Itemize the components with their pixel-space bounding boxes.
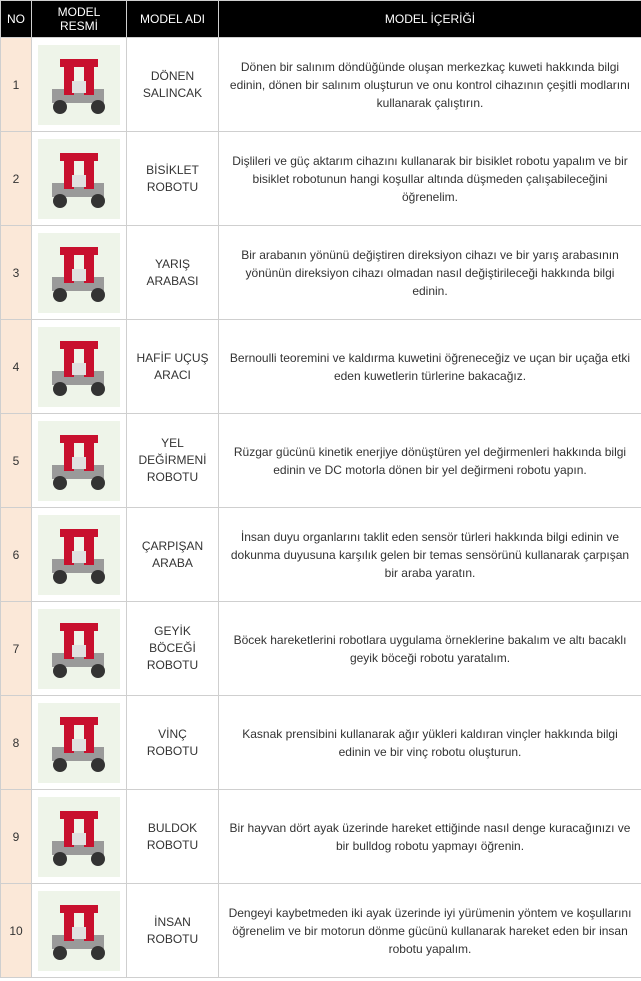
model-name: HAFİF UÇUŞ ARACI (127, 320, 219, 414)
model-image-cell (32, 132, 127, 226)
model-photo (38, 327, 120, 407)
table-row (1, 132, 641, 226)
model-name: YARIŞ ARABASI (127, 226, 219, 320)
table-row (1, 602, 641, 696)
model-photo (38, 421, 120, 501)
model-description: Bernoulli teoremini ve kaldırma kuwetini öğreneceğiz ve uçan bir uçağa etki eden kuwetlerin türlerine bakacağız. (219, 320, 641, 414)
table-row (1, 226, 641, 320)
model-image-cell (32, 508, 127, 602)
header-no: NO (1, 1, 32, 38)
model-image-cell (32, 38, 127, 132)
model-name: VİNÇ ROBOTU (127, 696, 219, 790)
bulldog-robot-icon (38, 797, 120, 877)
model-image-cell (32, 884, 127, 978)
model-description: İnsan duyu organlarını taklit eden sensör türleri hakkında bilgi edinin ve dokunma duyusuna karşılık gelen bir temas sensörünü kullanarak çarpışan bir araba yaratın. (219, 508, 641, 602)
row-number: 1 (1, 38, 32, 132)
model-description: Rüzgar gücünü kinetik enerjiye dönüştüren yel değirmenleri hakkında bilgi edinin ve DC motorla dönen bir yel değirmeni robotu yapın. (219, 414, 641, 508)
light-aircraft-robot-icon (38, 327, 120, 407)
model-name: YEL DEĞİRMENİ ROBOTU (127, 414, 219, 508)
header-name: MODEL ADI (127, 1, 219, 38)
race-car-robot-icon (38, 233, 120, 313)
rotating-swing-robot-icon (38, 45, 120, 125)
model-photo (38, 797, 120, 877)
crane-robot-icon (38, 703, 120, 783)
windmill-robot-icon (38, 421, 120, 501)
model-photo (38, 609, 120, 689)
header-image (32, 1, 127, 38)
model-image-cell (32, 226, 127, 320)
table-row (1, 320, 641, 414)
model-photo (38, 703, 120, 783)
model-image-cell (32, 414, 127, 508)
model-description: Kasnak prensibini kullanarak ağır yükleri kaldıran vinçler hakkında bilgi edinin ve bir vinç robotu oluşturun. (219, 696, 641, 790)
table-row (1, 414, 641, 508)
model-photo (38, 45, 120, 125)
model-description: Dişlileri ve güç aktarım cihazını kullanarak bir bisiklet robotu yapalım ve bir bisiklet robotunun hangi koşullar altında düşmeden çalışabileceğini öğrenelim. (219, 132, 641, 226)
bumper-car-robot-icon (38, 515, 120, 595)
model-photo (38, 139, 120, 219)
humanoid-robot-icon (38, 891, 120, 971)
table-row (1, 790, 641, 884)
row-number: 9 (1, 790, 32, 884)
model-name: BULDOK ROBOTU (127, 790, 219, 884)
model-photo (38, 233, 120, 313)
table-row (1, 696, 641, 790)
model-name: ÇARPIŞAN ARABA (127, 508, 219, 602)
model-description: Bir arabanın yönünü değiştiren direksiyon cihazı ve bir yarış arabasının yönünün direksiyon cihazı olmadan nasıl değiştirileceği hakkında bilgi edinin. (219, 226, 641, 320)
model-image-cell (32, 602, 127, 696)
model-photo (38, 891, 120, 971)
model-description: Dönen bir salınım döndüğünde oluşan merkezkaç kuweti hakkında bilgi edinin, dönen bir salınım oluşturun ve onu kontrol cihazının çeşitli modlarını kullanarak çalıştırın. (219, 38, 641, 132)
model-name: DÖNEN SALINCAK (127, 38, 219, 132)
row-number: 3 (1, 226, 32, 320)
model-name: BİSİKLET ROBOTU (127, 132, 219, 226)
row-number: 4 (1, 320, 32, 414)
model-photo (38, 515, 120, 595)
row-number: 6 (1, 508, 32, 602)
header-content: MODEL İÇERİĞİ (219, 1, 641, 38)
table-row (1, 884, 641, 978)
row-number: 5 (1, 414, 32, 508)
model-description: Bir hayvan dört ayak üzerinde hareket ettiğinde nasıl denge kuracağınızı ve bir bulldog robotu yapmayı öğrenin. (219, 790, 641, 884)
header-image-label: MODEL RESMİ (57, 5, 101, 33)
model-image-cell (32, 320, 127, 414)
model-description: Dengeyi kaybetmeden iki ayak üzerinde iyi yürümenin yöntem ve koşullarını öğrenelim ve bir motorun dönme gücünü kullanarak hareket eden bir insan robotu yapalım. (219, 884, 641, 978)
model-name: İNSAN ROBOTU (127, 884, 219, 978)
model-image-cell (32, 696, 127, 790)
row-number: 7 (1, 602, 32, 696)
model-name: GEYİK BÖCEĞİ ROBOTU (127, 602, 219, 696)
table-row (1, 38, 641, 132)
stag-beetle-robot-icon (38, 609, 120, 689)
row-number: 10 (1, 884, 32, 978)
row-number: 8 (1, 696, 32, 790)
row-number: 2 (1, 132, 32, 226)
header-row (1, 1, 641, 38)
model-description: Böcek hareketlerini robotlara uygulama örneklerine bakalım ve altı bacaklı geyik böceği robotu yaratalım. (219, 602, 641, 696)
bicycle-robot-icon (38, 139, 120, 219)
table-row (1, 508, 641, 602)
model-image-cell (32, 790, 127, 884)
